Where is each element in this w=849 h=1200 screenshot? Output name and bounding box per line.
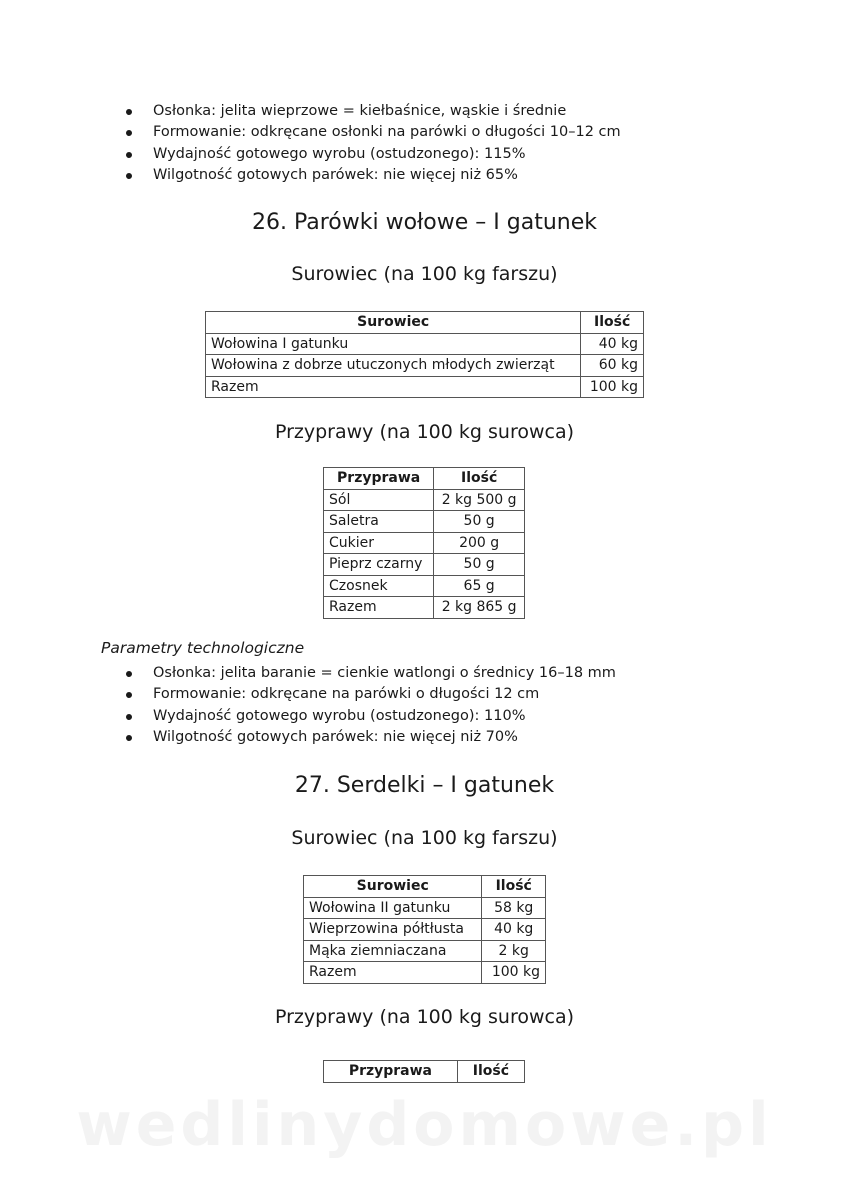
table-cell: 2 kg: [482, 940, 546, 962]
table-row: [324, 489, 525, 511]
casing-params-list: [126, 101, 621, 186]
table-row: [324, 575, 525, 597]
table-header-row: [324, 1061, 525, 1083]
table-row: [304, 940, 546, 962]
table-cell: Cukier: [324, 532, 434, 554]
table-cell: Razem: [206, 376, 581, 398]
recipe-26-spice-table: [323, 467, 525, 619]
table-cell: 200 g: [434, 532, 525, 554]
table-row: [206, 376, 644, 398]
table-cell: 2 kg 500 g: [434, 489, 525, 511]
table-row: [206, 355, 644, 377]
list-item: Osłonka: jelita baranie = cienkie watlongi o średnicy 16–18 mm: [126, 663, 616, 684]
recipe-26-title: 26. Parówki wołowe – I gatunek: [252, 210, 597, 235]
table-cell: 50 g: [434, 554, 525, 576]
table-cell: Razem: [324, 597, 434, 619]
table-row: [324, 532, 525, 554]
table-header-row: [324, 468, 525, 490]
recipe-27-spice-heading: Przyprawy (na 100 kg surowca): [274, 1006, 575, 1028]
table-row: [206, 333, 644, 355]
table-cell: Wołowina II gatunku: [304, 897, 482, 919]
column-header: Przyprawa: [324, 1061, 458, 1083]
table-cell: Saletra: [324, 511, 434, 533]
recipe-27-raw-table: [303, 875, 546, 984]
table-cell: 65 g: [434, 575, 525, 597]
list-item: Formowanie: odkręcane na parówki o długości 12 cm: [126, 684, 616, 705]
column-header: Ilość: [581, 312, 644, 334]
table-cell: 50 g: [434, 511, 525, 533]
list-item: Wydajność gotowego wyrobu (ostudzonego): 115%: [126, 144, 621, 165]
table-cell: 40 kg: [581, 333, 644, 355]
table-header-row: [304, 876, 546, 898]
column-header: Przyprawa: [324, 468, 434, 490]
recipe-26-raw-heading: Surowiec (na 100 kg farszu): [291, 263, 558, 285]
table-cell: 58 kg: [482, 897, 546, 919]
recipe-26-spice-heading: Przyprawy (na 100 kg surowca): [274, 421, 575, 443]
list-item: Wydajność gotowego wyrobu (ostudzonego): 110%: [126, 706, 616, 727]
recipe-27-spice-table: [323, 1060, 525, 1083]
table-cell: 40 kg: [482, 919, 546, 941]
column-header: Ilość: [434, 468, 525, 490]
table-header-row: [206, 312, 644, 334]
column-header: Surowiec: [304, 876, 482, 898]
list-item: Osłonka: jelita wieprzowe = kiełbaśnice, wąskie i średnie: [126, 101, 621, 122]
table-cell: 2 kg 865 g: [434, 597, 525, 619]
table-cell: Sól: [324, 489, 434, 511]
table-cell: Czosnek: [324, 575, 434, 597]
list-item: Wilgotność gotowych parówek: nie więcej niż 65%: [126, 165, 621, 186]
table-cell: Mąka ziemniaczana: [304, 940, 482, 962]
table-cell: 60 kg: [581, 355, 644, 377]
column-header: Surowiec: [206, 312, 581, 334]
recipe-26-raw-table: [205, 311, 644, 398]
technological-params-heading: Parametry technologiczne: [101, 639, 305, 657]
site-watermark: wedlinydomowe.pl: [76, 1090, 773, 1160]
table-cell: Pieprz czarny: [324, 554, 434, 576]
column-header: Ilość: [457, 1061, 524, 1083]
list-item: Wilgotność gotowych parówek: nie więcej niż 70%: [126, 727, 616, 748]
recipe-26-params-list: [126, 663, 616, 748]
table-cell: Wołowina I gatunku: [206, 333, 581, 355]
recipe-27-raw-heading: Surowiec (na 100 kg farszu): [291, 827, 558, 849]
table-row: [304, 897, 546, 919]
table-cell: 100 kg: [581, 376, 644, 398]
table-cell: 100 kg: [482, 962, 546, 984]
list-item: Formowanie: odkręcane osłonki na parówki o długości 10–12 cm: [126, 122, 621, 143]
column-header: Ilość: [482, 876, 546, 898]
table-cell: Wieprzowina półtłusta: [304, 919, 482, 941]
table-row: [324, 511, 525, 533]
table-row: [324, 554, 525, 576]
table-row: [324, 597, 525, 619]
table-cell: Wołowina z dobrze utuczonych młodych zwierząt: [206, 355, 581, 377]
recipe-27-title: 27. Serdelki – I gatunek: [294, 773, 555, 798]
table-row: [304, 919, 546, 941]
table-cell: Razem: [304, 962, 482, 984]
table-row: [304, 962, 546, 984]
